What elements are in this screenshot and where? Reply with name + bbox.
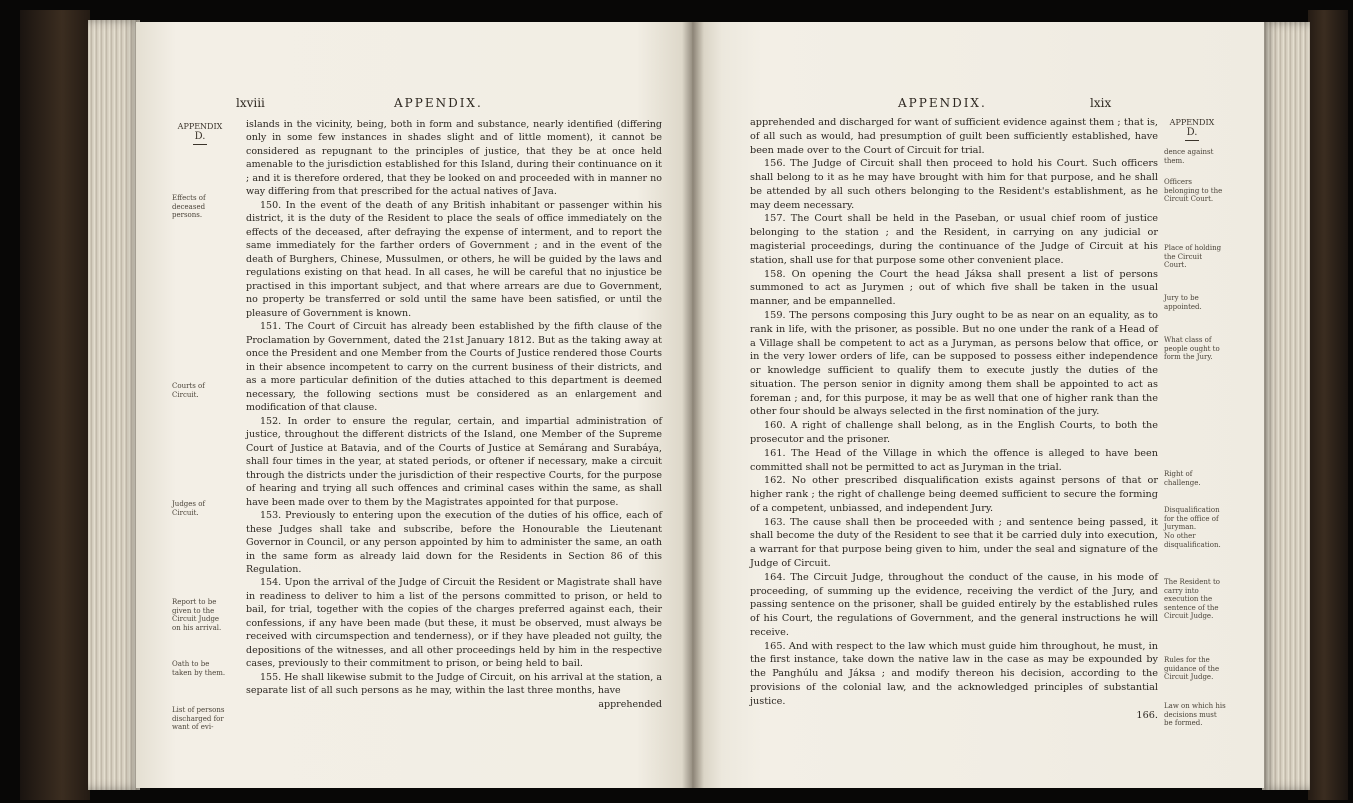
paragraph: 155. He shall likewise submit to the Judge of Circuit, on his arrival at the station, a separate list of all such persons as he may, within the last three months, have xyxy=(246,671,662,697)
book-cover-right xyxy=(1308,10,1348,800)
paragraph: 158. On opening the Court the head Jáksa shall present a list of persons summoned to act as Jurymen ; out of which five shall be taken in the usual manner, and be empannelled. xyxy=(750,268,1158,308)
margin-note: Jury to be appointed. xyxy=(1164,294,1202,311)
catchword: apprehended xyxy=(598,698,662,710)
appendix-label: APPENDIX xyxy=(1169,118,1215,127)
paragraph: 156. The Judge of Circuit shall then proceed to hold his Court. Such officers shall belong to it as he may have brought with him for that purpose, and he shall be attended by all such others belonging to the Resident's establishment, as he may deem necessary. xyxy=(750,158,1158,211)
paragraph: 153. Previously to entering upon the execution of the duties of his office, each of these Judges shall take and subscribe, before the Honourable the Lieutenant Governor in Council, or any person appointed by him to administer the same, an oath in the same form as already laid down for the Residents in Section 86 of this Regulation. xyxy=(246,510,662,575)
paragraph: 151. The Court of Circuit has already been established by the fifth clause of the Proclamation by Government, dated the 21st January 1812. But as the taking away at once the President and one Member from the Courts of Justice rendered those Courts in their absence incompetent to carry on the current business of their districts, and as a more particular definition of the duties attached to this department is deemed necessary, the following sections must be considered as an enlargement and modification of that clause. xyxy=(246,321,662,414)
left-page xyxy=(136,22,692,788)
paragraph: 157. The Court shall be held in the Paseban, or usual chief room of justice belonging to the station ; and the Resident, in carrying on any judicial or magisterial proceedings, during the continuance of the Judge of Circuit at his station, shall use for that purpose some other convenient place. xyxy=(750,213,1158,266)
margin-note: List of persons discharged for want of evi- xyxy=(172,706,225,731)
page-edges-left xyxy=(88,20,140,790)
paragraph: 164. The Circuit Judge, throughout the conduct of the cause, in his mode of proceeding, of summing up the evidence, receiving the verdict of the Jury, and passing sentence on the prisoner, shall be guided entirely by the established rules of his Court, the regulations of Government, and the general instructions he will receive. xyxy=(750,571,1158,638)
margin-note: dence against them. xyxy=(1164,148,1214,165)
margin-note: Law on which his decisions must be formed. xyxy=(1164,702,1226,727)
left-body-text xyxy=(246,118,662,711)
book-cover-left xyxy=(20,10,90,800)
paragraph: 163. The cause shall then be proceeded with ; and sentence being passed, it shall become the duty of the Resident to see that it be carried duly into execution, a warrant for that purpose being given to him, under the seal and signature of the Judge of Circuit. xyxy=(750,516,1158,569)
page-number: lxviii xyxy=(236,96,265,110)
margin-notes xyxy=(1164,118,1226,758)
paragraph: 161. The Head of the Village in which the offence is alleged to have been committed shall not be permitted to act as Juryman in the trial. xyxy=(750,447,1158,473)
margin-note: The Resident to carry into execution the sentence of the Circuit Judge. xyxy=(1164,578,1220,620)
appendix-letter: D. xyxy=(194,131,206,142)
margin-note: Officers belonging to the Circuit Court. xyxy=(1164,178,1223,203)
margin-note: No other disqualification. xyxy=(1164,532,1221,549)
right-body-text xyxy=(750,116,1158,722)
appendix-label: APPENDIX xyxy=(177,122,223,131)
running-head: APPENDIX. xyxy=(898,96,987,110)
margin-note: Oath to be taken by them. xyxy=(172,660,226,677)
margin-note: Effects of deceased persons. xyxy=(172,194,206,219)
book-gutter xyxy=(682,22,704,788)
running-head: APPENDIX. xyxy=(394,96,483,110)
margin-note: Place of holding the Circuit Court. xyxy=(1164,244,1222,269)
paragraph: 165. And with respect to the law which must guide him throughout, he must, in the first instance, take down the native law in the case as may be expounded by the Panghúlu and Jáksa ; and modify thereon his decision, according to the provisions of the colonial law, and the acknowledged principles of substantial justice. xyxy=(750,640,1158,707)
margin-notes xyxy=(172,122,228,762)
margin-note: What class of people ought to form the Jury. xyxy=(1164,336,1220,361)
margin-note: Courts of Circuit. xyxy=(172,382,205,399)
margin-note: Report to be given to the Circuit Judge on his arrival. xyxy=(172,598,222,632)
page-number: lxix xyxy=(1090,96,1112,110)
paragraph: 150. In the event of the death of any British inhabitant or passenger within his district, it is the duty of the Resident to place the seals of office immediately on the effects of the deceased, after defraying the expense of interment, and to report the same immediately for the farther orders of Government ; and in the event of the death of Burghers, Chinese, Mussulmen, or others, he will be guided by the laws and regulations existing on that head. In all cases, he will be careful that no injustice be practised in this important subject, and that where arrears are due to Government, no property be transferred or sold until the same have been satisfied, or until the pleasure of Government is known. xyxy=(246,199,662,319)
paragraph: 154. Upon the arrival of the Judge of Circuit the Resident or Magistrate shall have in readiness to deliver to him a list of the persons committed to prison, or held to bail, for trial, together with the copies of the charges preferred against each, their confessions, if any have been made (but these, it must be observed, must always be received with circumspection and tenderness), or if they have pleaded not guilty, the depositions of the witnesses, and all other proceedings held by him in the respective cases, previously to their commitment to prison, or being held to bail. xyxy=(246,577,662,670)
appendix-letter: D. xyxy=(1186,127,1198,138)
paragraph: 162. No other prescribed disqualification exists against persons of that or higher rank ; the right of challenge being deemed sufficient to secure the forming of a competent, unbiassed, and independent Jury. xyxy=(750,475,1158,514)
catchword: 166. xyxy=(1136,709,1158,721)
margin-note: Disqualification for the office of Juryman. xyxy=(1164,506,1220,531)
paragraph: islands in the vicinity, being, both in form and substance, nearly identified (differing only in some few instances in shades slight and of little moment), it cannot be considered as repugnant to the principles of justice, that they be at once held amenable to the jurisdiction established for this Island, during their continuance on it ; and it is therefore ordered, that they be looked on and proceeded with in manner no way differing from that prescribed for the actual natives of Java. xyxy=(246,119,662,198)
page-edges-right xyxy=(1262,22,1310,790)
paragraph: apprehended and discharged for want of sufficient evidence against them ; that is, of all such as would, had presumption of guilt been sufficiently established, have been made over to the Court of Circuit for trial. xyxy=(750,117,1158,156)
paragraph: 152. In order to ensure the regular, certain, and impartial administration of justice, throughout the different districts of the Island, one Member of the Supreme Court of Justice at Batavia, and of the Courts of Justice at Semárang and Surabáya, shall four times in the year, at stated periods, or oftener if necessary, make a circuit through the districts under the jurisdiction of their respective Courts, for the purpose of hearing and trying all such offences and criminal cases within the same, as shall have been made over to them by the Magistrates appointed for that purpose. xyxy=(246,415,662,508)
margin-note: Rules for the guidance of the Circuit Judge. xyxy=(1164,656,1220,681)
paragraph: 160. A right of challenge shall belong, as in the English Courts, to both the prosecutor and the prisoner. xyxy=(750,420,1158,445)
right-page xyxy=(692,22,1264,788)
paragraph: 159. The persons composing this Jury ought to be as near on an equality, as to rank in life, with the prisoner, as possible. But no one under the rank of a Head of a Village shall be competent to act as a Juryman, as persons below that office, or in the very lower orders of life, can be supposed to possess either independence or knowledge sufficient to qualify them to execute justly the duties of the situation. The person senior in dignity among them shall be appointed to act as foreman ; and, for this purpose, it may be as well that one of higher rank than the other four should be always selected in the first nomination of the jury. xyxy=(750,309,1158,418)
margin-note: Judges of Circuit. xyxy=(172,500,206,517)
margin-note: Right of challenge. xyxy=(1164,470,1201,487)
